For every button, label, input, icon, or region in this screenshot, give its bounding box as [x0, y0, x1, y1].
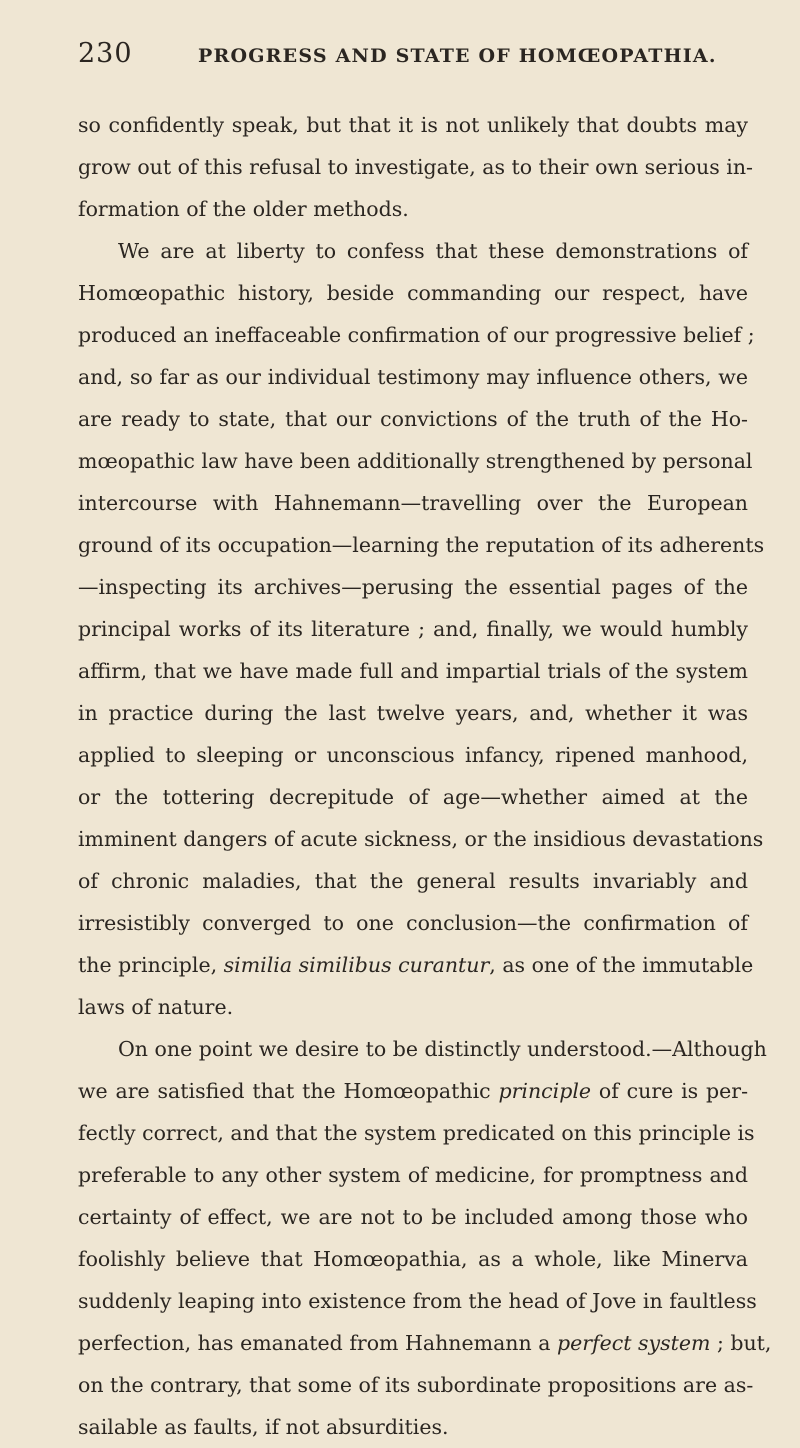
- text-line-with-italic: [78, 1322, 772, 1364]
- italic-phrase: similia similibus curantur: [223, 953, 490, 977]
- text-line: so confidently speak, but that it is not unlikely that doubts may: [78, 113, 748, 137]
- text-line: suddenly leaping into existence from the head of Jove in faultless: [78, 1289, 757, 1313]
- text-line: Homœopathic history, beside commanding our respect, have: [78, 281, 748, 305]
- text-line: irresistibly converged to one conclusion—the confirmation of: [78, 911, 748, 935]
- italic-phrase: principle: [498, 1079, 592, 1103]
- text-segment: perfection, has emanated from Hahnemann a: [78, 1331, 557, 1355]
- italic-phrase: perfect system: [556, 1331, 711, 1355]
- text-line: foolishly believe that Homœopathia, as a whole, like Minerva: [78, 1247, 748, 1271]
- text-line: intercourse with Hahnemann—travelling over the European: [78, 491, 748, 515]
- text-line: on the contrary, that some of its subordinate propositions are as-: [78, 1373, 754, 1397]
- text-line-with-italic: [78, 1070, 748, 1112]
- text-line: formation of the older methods.: [78, 197, 409, 221]
- text-segment: ; but,: [710, 1331, 772, 1355]
- text-line: fectly correct, and that the system predicated on this principle is: [78, 1121, 755, 1145]
- text-line: imminent dangers of acute sickness, or the insidious devastations: [78, 827, 764, 851]
- text-line: grow out of this refusal to investigate, as to their own serious in-: [78, 155, 753, 179]
- text-line: preferable to any other system of medicine, for promptness and: [78, 1163, 748, 1187]
- text-line: and, so far as our individual testimony may influence others, we: [78, 365, 748, 389]
- text-line: sailable as faults, if not absurdities.: [78, 1415, 449, 1439]
- text-line: ground of its occupation—learning the reputation of its adherents: [78, 533, 765, 557]
- text-line: produced an ineffaceable confirmation of our progressive belief ;: [78, 323, 755, 347]
- text-segment: of cure is per-: [591, 1079, 749, 1103]
- text-segment: , as one of the immutable: [489, 953, 754, 977]
- text-line: applied to sleeping or unconscious infancy, ripened manhood,: [78, 743, 748, 767]
- text-line: of chronic maladies, that the general results invariably and: [78, 869, 748, 893]
- text-line: mœopathic law have been additionally strengthened by personal: [78, 449, 753, 473]
- page-number: 230: [78, 38, 133, 69]
- running-title: PROGRESS AND STATE OF HOMŒOPATHIA.: [198, 45, 717, 67]
- body-text: [78, 104, 772, 1448]
- text-line: or the tottering decrepitude of age—whether aimed at the: [78, 785, 748, 809]
- paragraph-start-line: We are at liberty to confess that these demonstrations of: [118, 239, 748, 263]
- text-line: affirm, that we have made full and impartial trials of the system: [78, 659, 748, 683]
- paragraph-start-line: On one point we desire to be distinctly understood.—Although: [118, 1037, 767, 1061]
- text-segment: we are satisfied that the Homœopathic: [78, 1079, 499, 1103]
- running-head: [78, 34, 740, 74]
- text-line: certainty of effect, we are not to be included among those who: [78, 1205, 748, 1229]
- text-line-with-italic: [78, 944, 754, 986]
- text-line: principal works of its literature ; and, finally, we would humbly: [78, 617, 748, 641]
- text-line: in practice during the last twelve years, and, whether it was: [78, 701, 748, 725]
- text-line: are ready to state, that our convictions of the truth of the Ho-: [78, 407, 748, 431]
- text-segment: the principle,: [78, 953, 224, 977]
- text-line: —inspecting its archives—perusing the essential pages of the: [78, 575, 748, 599]
- text-line: laws of nature.: [78, 995, 234, 1019]
